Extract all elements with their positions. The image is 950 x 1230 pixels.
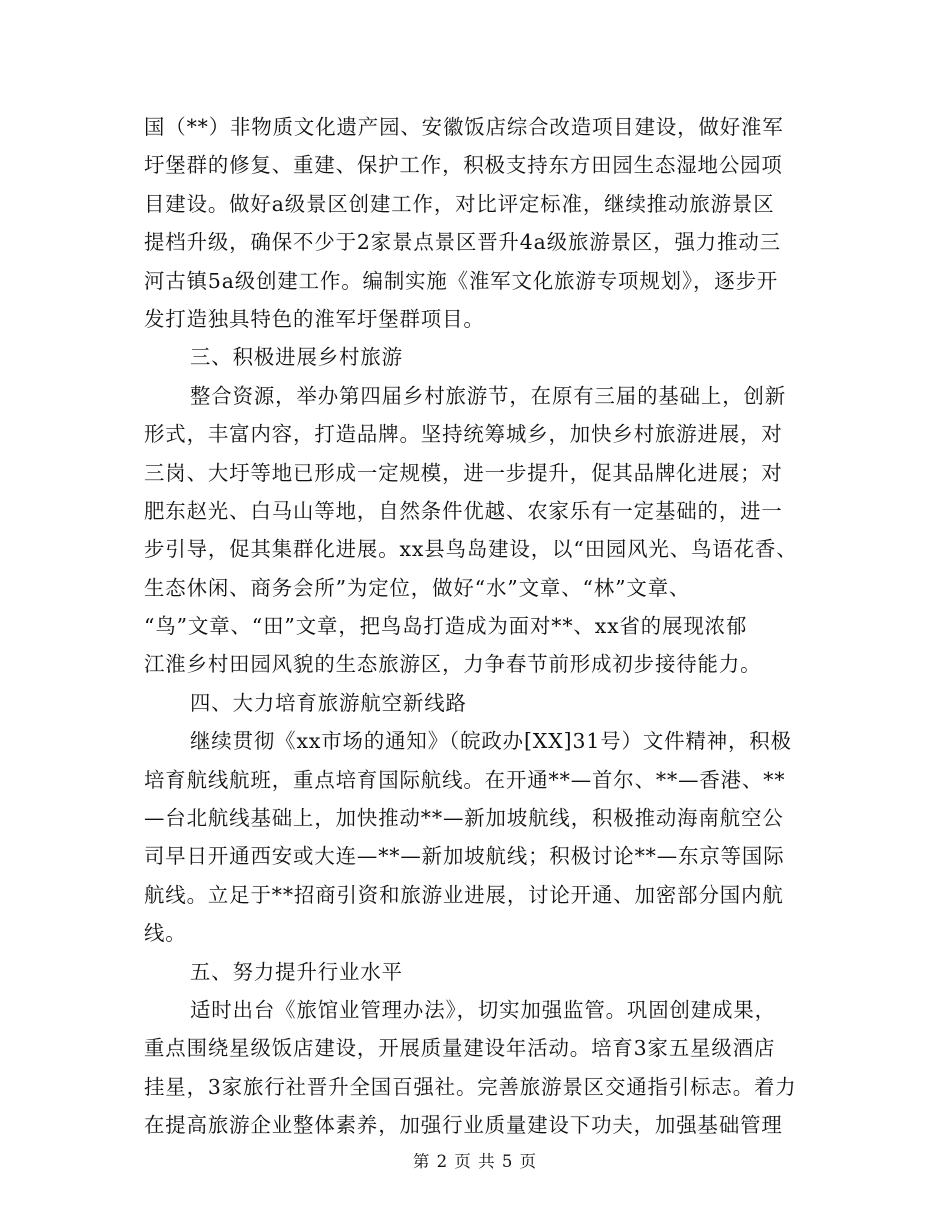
paragraph-first-line: 适时出台《旅馆业管理办法》，切实加强监管。巩固创建成果， xyxy=(190,997,776,1022)
paragraph-line: 线。 xyxy=(144,921,187,946)
paragraph-line: “鸟”文章、“田”文章，把鸟岛打造成为面对**、xx省的展现浓郁 xyxy=(144,614,748,639)
paragraph-line: 发打造独具特色的淮军圩堡群项目。 xyxy=(144,306,485,331)
paragraph-first-line: 整合资源，举办第四届乡村旅游节，在原有三届的基础上，创新 xyxy=(190,383,787,408)
paragraph-line: 河古镇5a级创建工作。编制实施《淮军文化旅游专项规划》，逐步开 xyxy=(144,268,779,293)
section-heading: 四、大力培育旅游航空新线路 xyxy=(190,690,467,715)
paragraph-line: 航线。立足于**招商引资和旅游业进展，讨论开通、加密部分国内航 xyxy=(144,882,784,907)
section-heading: 三、积极进展乡村旅游 xyxy=(190,345,403,370)
paragraph-line: 司早日开通西安或大连—**—新加坡航线；积极讨论**—东京等国际 xyxy=(144,844,785,869)
paragraph-line: 挂星，3家旅行社晋升全国百强社。完善旅游景区交通指引标志。着力 xyxy=(144,1074,797,1099)
paragraph-line: 圩堡群的修复、重建、保护工作，积极支持东方田园生态湿地公园项 xyxy=(144,153,783,178)
paragraph-line: 培育航线航班，重点培育国际航线。在开通**—首尔、**—香港、** xyxy=(144,767,786,792)
paragraph-first-line: 继续贯彻《xx市场的通知》（皖政办[XX]31号）文件精神，积极 xyxy=(190,729,792,754)
paragraph-line: 国（**）非物质文化遗产园、安徽饭店综合改造项目建设，做好淮军 xyxy=(144,115,784,139)
paragraph-line: 重点围绕星级饭店建设，开展质量建设年活动。培育3家五星级酒店 xyxy=(144,1036,776,1061)
paragraph-line: 步引导，促其集群化进展。xx县鸟岛建设，以“田园风光、鸟语花香、 xyxy=(144,537,798,562)
paragraph-line: 江淮乡村田园风貌的生态旅游区，力争春节前形成初步接待能力。 xyxy=(144,652,762,677)
section-heading: 五、努力提升行业水平 xyxy=(190,959,403,984)
paragraph-line: 在提高旅游企业整体素养，加强行业质量建设下功夫，加强基础管理 xyxy=(144,1113,783,1138)
paragraph-line: 目建设。做好a级景区创建工作，对比评定标准，继续推动旅游景区 xyxy=(144,191,775,216)
paragraph-line: —台北航线基础上，加快推动**—新加坡航线，积极推动海南航空公 xyxy=(144,806,784,831)
paragraph-line: 生态休闲、商务会所”为定位，做好“水”文章、“林”文章、 xyxy=(144,575,691,600)
paragraph-line: 三岗、大圩等地已形成一定规模，进一步提升，促其品牌化进展；对 xyxy=(144,460,783,485)
document-body xyxy=(144,108,812,1145)
page-footer: 第 2 页 共 5 页 xyxy=(412,1152,538,1171)
paragraph-line: 提档升级，确保不少于2家景点景区晋升4a级旅游景区，强力推动三 xyxy=(144,230,781,255)
paragraph-line: 形式，丰富内容，打造品牌。坚持统筹城乡，加快乡村旅游进展，对 xyxy=(144,422,783,447)
paragraph-line: 肥东赵光、白马山等地，自然条件优越、农家乐有一定基础的，进一 xyxy=(144,498,783,523)
